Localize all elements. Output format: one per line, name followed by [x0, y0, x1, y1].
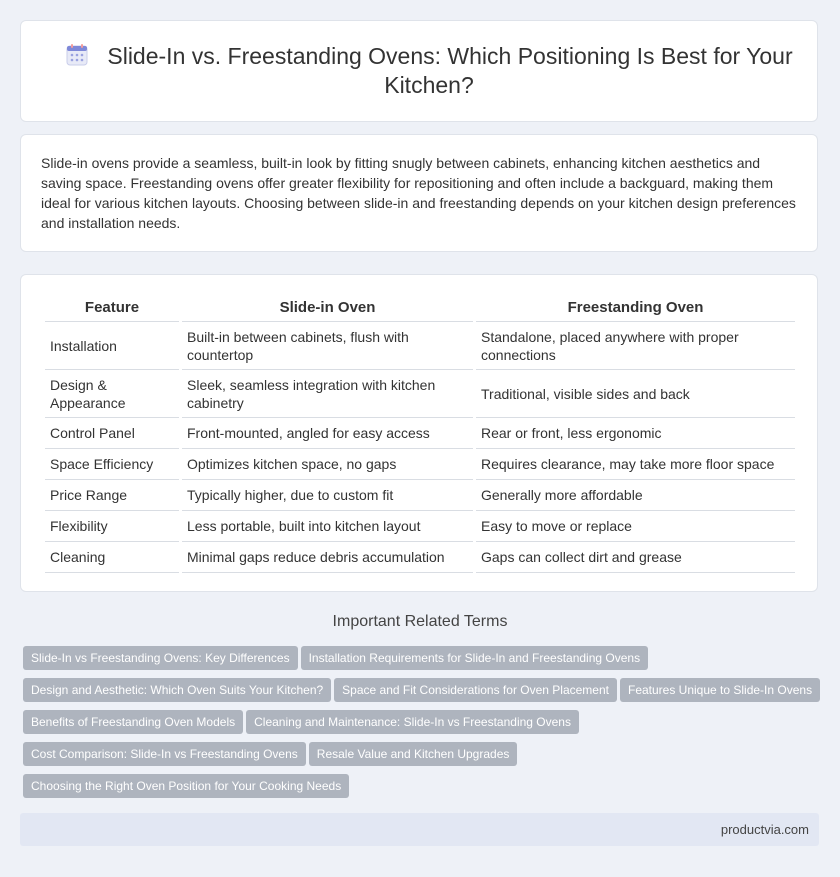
table-row [45, 542, 795, 573]
cell-feature: Installation [45, 322, 179, 370]
tag-row [23, 742, 823, 774]
page-title: Slide-In vs. Freestanding Ovens: Which Positioning Is Best for Your Kitchen? [107, 43, 793, 98]
related-term-tag[interactable]: Space and Fit Considerations for Oven Placement [334, 678, 617, 702]
table-row [45, 418, 795, 449]
page-title-wrap [51, 42, 807, 100]
cell-feature: Control Panel [45, 418, 179, 449]
cell-slide-in: Minimal gaps reduce debris accumulation [182, 542, 473, 573]
cell-freestanding: Generally more affordable [476, 480, 795, 511]
related-term-tag[interactable]: Cost Comparison: Slide-In vs Freestanding Ovens [23, 742, 306, 766]
cell-freestanding: Traditional, visible sides and back [476, 370, 795, 418]
cell-slide-in: Less portable, built into kitchen layout [182, 511, 473, 542]
cell-feature: Design & Appearance [45, 370, 179, 418]
tag-row [23, 710, 823, 742]
related-terms-list [23, 646, 823, 806]
cell-freestanding: Gaps can collect dirt and grease [476, 542, 795, 573]
calendar-icon [65, 43, 89, 67]
tag-row [23, 678, 823, 710]
table-row [45, 480, 795, 511]
header-feature: Feature [45, 293, 179, 322]
related-term-tag[interactable]: Resale Value and Kitchen Upgrades [309, 742, 518, 766]
related-term-tag[interactable]: Choosing the Right Oven Position for Your Cooking Needs [23, 774, 349, 798]
related-term-tag[interactable]: Cleaning and Maintenance: Slide-In vs Freestanding Ovens [246, 710, 579, 734]
comparison-table [42, 293, 798, 573]
related-term-tag[interactable]: Features Unique to Slide-In Ovens [620, 678, 820, 702]
cell-freestanding: Rear or front, less ergonomic [476, 418, 795, 449]
header-freestanding: Freestanding Oven [476, 293, 795, 322]
table-row [45, 370, 795, 418]
cell-feature: Space Efficiency [45, 449, 179, 480]
cell-freestanding: Standalone, placed anywhere with proper connections [476, 322, 795, 370]
cell-freestanding: Requires clearance, may take more floor space [476, 449, 795, 480]
cell-slide-in: Optimizes kitchen space, no gaps [182, 449, 473, 480]
cell-feature: Flexibility [45, 511, 179, 542]
related-terms-heading: Important Related Terms [332, 613, 508, 630]
cell-feature: Cleaning [45, 542, 179, 573]
table-row [45, 322, 795, 370]
related-term-tag[interactable]: Benefits of Freestanding Oven Models [23, 710, 243, 734]
intro-card [20, 134, 818, 252]
cell-slide-in: Typically higher, due to custom fit [182, 480, 473, 511]
intro-paragraph: Slide-in ovens provide a seamless, built-in look by fitting snugly between cabinets, enhancing kitchen aesthetics and saving space. Freestanding ovens offer greater flexibility for repositioning and often include a backguard, making them ideal for various kitchen layouts. Choosing between slide-in and freestanding depends on your kitchen design preferences and installation needs. [41, 155, 796, 231]
table-row [45, 511, 795, 542]
footer-site-link[interactable]: productvia.com [720, 822, 809, 837]
cell-slide-in: Front-mounted, angled for easy access [182, 418, 473, 449]
cell-slide-in: Built-in between cabinets, flush with countertop [182, 322, 473, 370]
tag-row [23, 646, 823, 678]
table-row [45, 449, 795, 480]
related-term-tag[interactable]: Installation Requirements for Slide-In and Freestanding Ovens [301, 646, 649, 670]
related-term-tag[interactable]: Design and Aesthetic: Which Oven Suits Your Kitchen? [23, 678, 331, 702]
table-header-row [45, 293, 795, 322]
related-term-tag[interactable]: Slide-In vs Freestanding Ovens: Key Differences [23, 646, 298, 670]
cell-freestanding: Easy to move or replace [476, 511, 795, 542]
cell-slide-in: Sleek, seamless integration with kitchen cabinetry [182, 370, 473, 418]
footer-bar [20, 813, 819, 846]
header-slide-in: Slide-in Oven [182, 293, 473, 322]
cell-feature: Price Range [45, 480, 179, 511]
comparison-card [20, 274, 818, 592]
title-card [20, 20, 818, 122]
tag-row [23, 774, 823, 806]
